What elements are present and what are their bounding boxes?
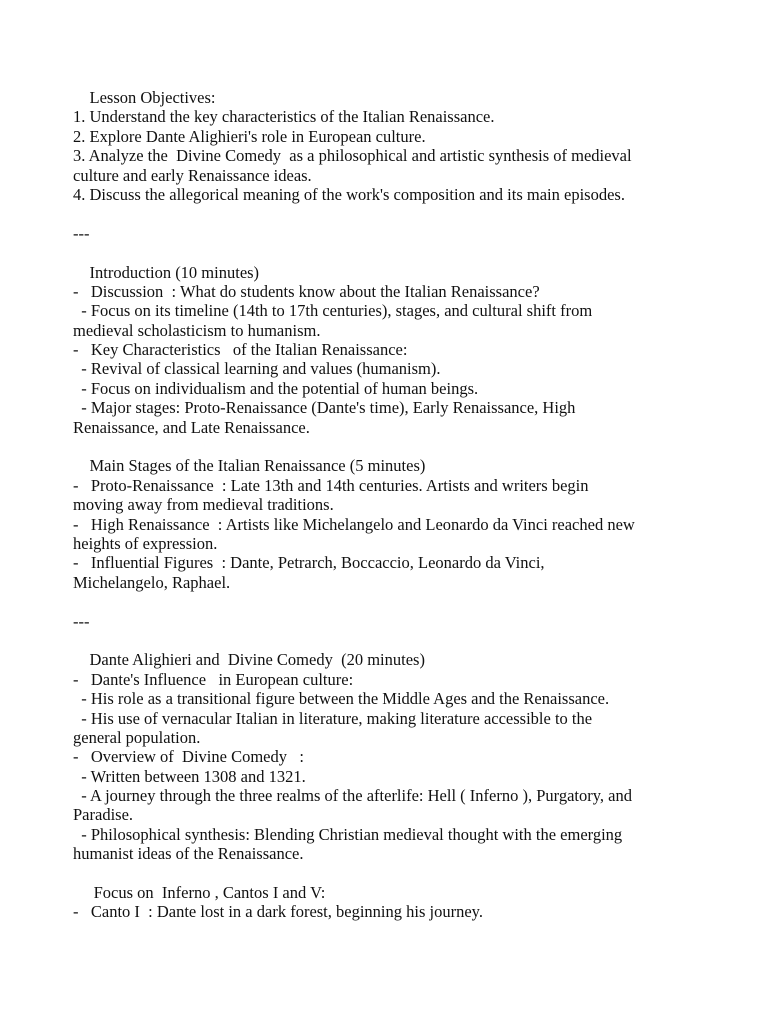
text-line: Lesson Objectives: <box>73 88 216 107</box>
text-line: - Written between 1308 and 1321. <box>73 766 306 786</box>
text-line: --- <box>73 223 90 243</box>
blank-line <box>73 243 713 262</box>
text-line: humanist ideas of the Renaissance. <box>73 844 304 864</box>
text-line: Focus on Inferno , Cantos I and V: <box>73 883 326 903</box>
text-line: - Key Characteristics of the Italian Renaissance: <box>73 340 408 360</box>
text-line: 2. Explore Dante Alighieri's role in European culture. <box>73 126 426 146</box>
text-line: - High Renaissance : Artists like Michelangelo and Leonardo da Vinci reached new <box>73 514 635 534</box>
text-line: 1. Understand the key characteristics of the Italian Renaissance. <box>73 107 495 127</box>
text-line: - Overview of Divine Comedy : <box>73 747 304 767</box>
blank-line <box>73 592 713 611</box>
text-line: culture and early Renaissance ideas. <box>73 165 312 185</box>
text-line: - Dante's Influence in European culture: <box>73 669 354 689</box>
text-line: - Influential Figures : Dante, Petrarch, Boccaccio, Leonardo da Vinci, <box>73 553 545 573</box>
text-line: Main Stages of the Italian Renaissance (5 minutes) <box>73 456 426 476</box>
text-line: - Focus on its timeline (14th to 17th centuries), stages, and cultural shift from <box>73 301 593 321</box>
blank-line <box>73 864 713 883</box>
text-line: heights of expression. <box>73 533 218 553</box>
text-line: - Focus on individualism and the potential of human beings. <box>73 378 479 398</box>
blank-line <box>73 631 713 650</box>
text-line: - Major stages: Proto-Renaissance (Dante's time), Early Renaissance, High <box>73 398 576 418</box>
document-body <box>73 88 713 922</box>
text-line: medieval scholasticism to humanism. <box>73 320 321 340</box>
text-line: - Philosophical synthesis: Blending Christian medieval thought with the emerging <box>73 824 623 844</box>
text-line: moving away from medieval traditions. <box>73 495 334 515</box>
text-line: 3. Analyze the Divine Comedy as a philosophical and artistic synthesis of medieval <box>73 146 632 166</box>
text-line: Dante Alighieri and Divine Comedy (20 minutes) <box>73 650 425 670</box>
text-line: Introduction (10 minutes) <box>73 262 260 282</box>
blank-line <box>73 437 713 456</box>
text-line: - His role as a transitional figure between the Middle Ages and the Renaissance. <box>73 689 610 709</box>
text-line: - A journey through the three realms of the afterlife: Hell ( Inferno ), Purgatory, and <box>73 786 632 806</box>
text-line: 4. Discuss the allegorical meaning of the work's composition and its main episodes. <box>73 184 625 204</box>
text-line: - His use of vernacular Italian in literature, making literature accessible to the <box>73 708 593 728</box>
text-line: - Canto I : Dante lost in a dark forest, beginning his journey. <box>73 902 483 922</box>
text-line: - Proto-Renaissance : Late 13th and 14th centuries. Artists and writers begin <box>73 475 589 495</box>
blank-line <box>73 204 713 223</box>
text-line: Paradise. <box>73 805 134 825</box>
text-line: - Discussion : What do students know about the Italian Renaissance? <box>73 281 540 301</box>
text-line: --- <box>73 611 90 631</box>
text-line: Renaissance, and Late Renaissance. <box>73 417 310 437</box>
text-line: general population. <box>73 727 201 747</box>
text-line: Michelangelo, Raphael. <box>73 572 231 592</box>
text-line: - Revival of classical learning and values (humanism). <box>73 359 441 379</box>
